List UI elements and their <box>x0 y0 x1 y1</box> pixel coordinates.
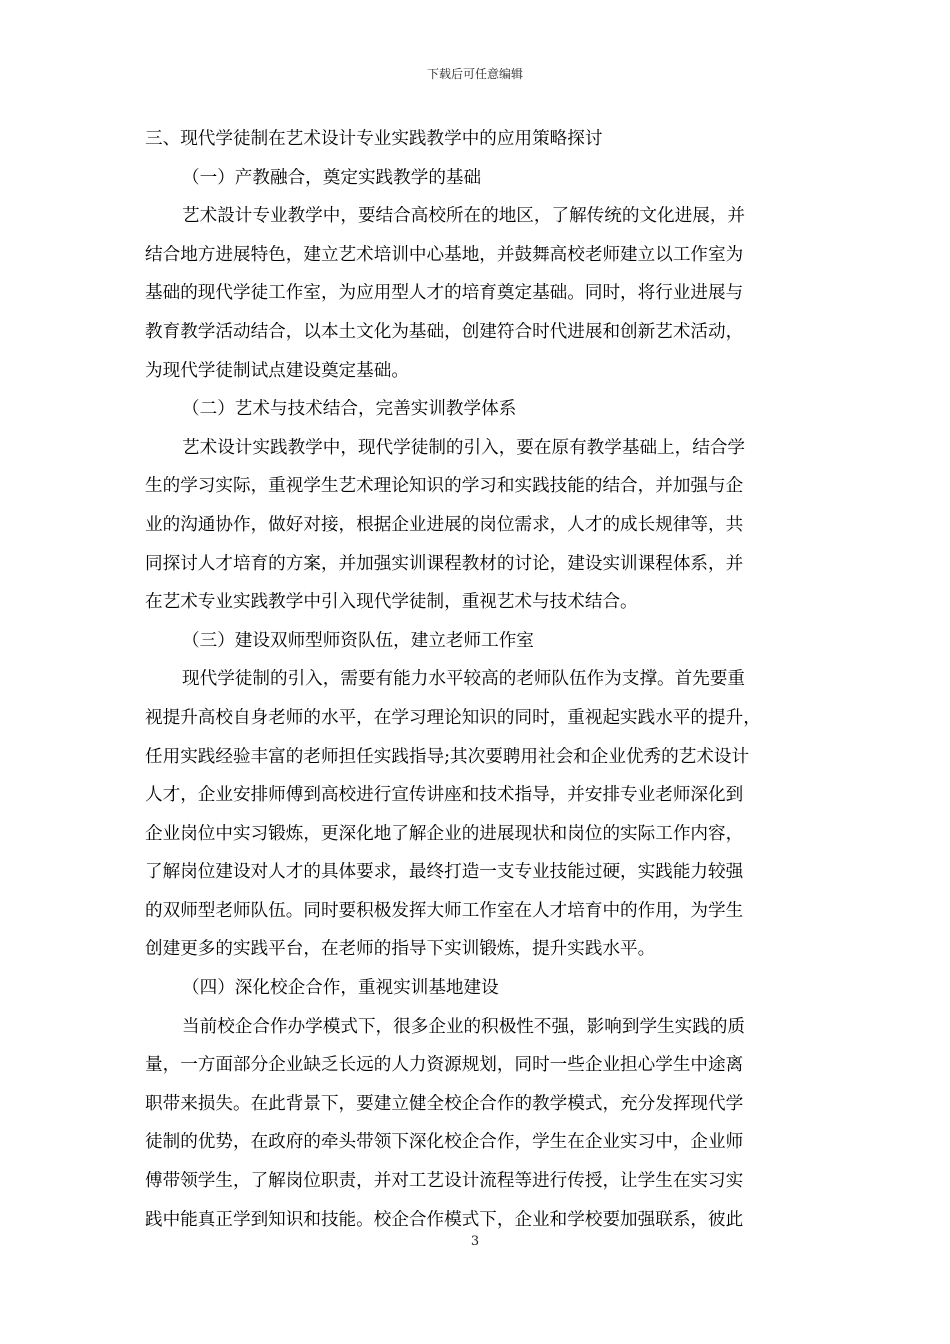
subsection-heading: （三）建设双师型师资队伍，建立老师工作室 <box>182 630 534 651</box>
subsection-heading: （四）深化校企合作，重视实训基地建设 <box>182 978 499 999</box>
paragraph-line: 任用实践经验丰富的老师担任实践指导;其次要聘用社会和企业优秀的艺术设计 <box>145 746 750 767</box>
subsection-heading: （二）艺术与技术结合，完善实训教学体系 <box>182 399 517 420</box>
paragraph-line: 的双师型老师队伍。同时要积极发挥大师工作室在人才培育中的作用，为学生 <box>145 900 744 921</box>
paragraph-line: 在艺术专业实践教学中引入现代学徒制，重视艺术与技术结合。 <box>145 592 638 613</box>
paragraph-line: 傅带领学生，了解岗位职责，并对工艺设计流程等进行传授，让学生在实习实 <box>145 1171 744 1192</box>
subsection-heading: （一）产教融合，奠定实践教学的基础 <box>182 167 482 188</box>
paragraph-line: 基础的现代学徒工作室，为应用型人才的培育奠定基础。同时，将行业进展与 <box>145 283 744 304</box>
paragraph-line: 业的沟通协作，做好对接，根据企业进展的岗位需求，人才的成长规律等，共 <box>145 514 744 535</box>
paragraph-line: 创建更多的实践平台，在老师的指导下实训锻炼，提升实践水平。 <box>145 939 656 960</box>
paragraph-line: 生的学习实际，重视学生艺术理论知识的学习和实践技能的结合，并加强与企 <box>145 476 744 497</box>
paragraph-line: 践中能真正学到知识和技能。校企合作模式下，企业和学校要加强联系，彼此 <box>145 1209 744 1230</box>
page-header: 下载后可任意编辑 <box>426 67 523 81</box>
paragraph-line: 同探讨人才培育的方案，并加强实训课程教材的讨论，建设实训课程体系，并 <box>145 553 744 574</box>
paragraph-line: 艺术設计专业教学中，要结合高校所在的地区，了解传统的文化进展，并 <box>182 206 746 227</box>
paragraph-line: 职带来损失。在此背景下，要建立健全校企合作的教学模式，充分发挥现代学 <box>145 1093 744 1114</box>
paragraph-line: 量，一方面部分企业缺乏长远的人力资源规划，同时一些企业担心学生中途离 <box>145 1055 744 1076</box>
paragraph-line: 人才，企业安排师傅到高校进行宣传讲座和技术指导，并安排专业老师深化到 <box>145 785 744 806</box>
paragraph-line: 现代学徒制的引入，需要有能力水平较高的老师队伍作为支撑。首先要重 <box>182 669 746 690</box>
paragraph-line: 教育教学活动结合，以本土文化为基础，创建符合时代进展和创新艺术活动， <box>145 321 744 342</box>
paragraph-line: 徒制的优势，在政府的牵头带领下深化校企合作，学生在企业实习中，企业师 <box>145 1132 744 1153</box>
paragraph-line: 了解岗位建设对人才的具体要求，最终打造一支专业技能过硬，实践能力较强 <box>145 862 744 883</box>
paragraph-line: 企业岗位中实习锻炼，更深化地了解企业的进展现状和岗位的实际工作内容， <box>145 823 744 844</box>
paragraph-line: 为现代学徒制试点建设奠定基础。 <box>145 360 409 381</box>
paragraph-line: 结合地方进展特色，建立艺术培训中心基地，并鼓舞高校老师建立以工作室为 <box>145 244 744 265</box>
section-title: 三、现代学徒制在艺术设计专业实践教学中的应用策略探讨 <box>145 129 603 149</box>
page-number: 3 <box>470 1234 480 1249</box>
paragraph-line: 艺术设计实践教学中，现代学徒制的引入，要在原有教学基础上，结合学 <box>182 437 746 458</box>
document-body <box>145 120 811 1239</box>
paragraph-line: 视提升高校自身老师的水平，在学习理论知识的同时，重视起实践水平的提升， <box>145 707 761 728</box>
paragraph-line: 当前校企合作办学模式下，很多企业的积极性不强，影响到学生实践的质 <box>182 1016 746 1037</box>
